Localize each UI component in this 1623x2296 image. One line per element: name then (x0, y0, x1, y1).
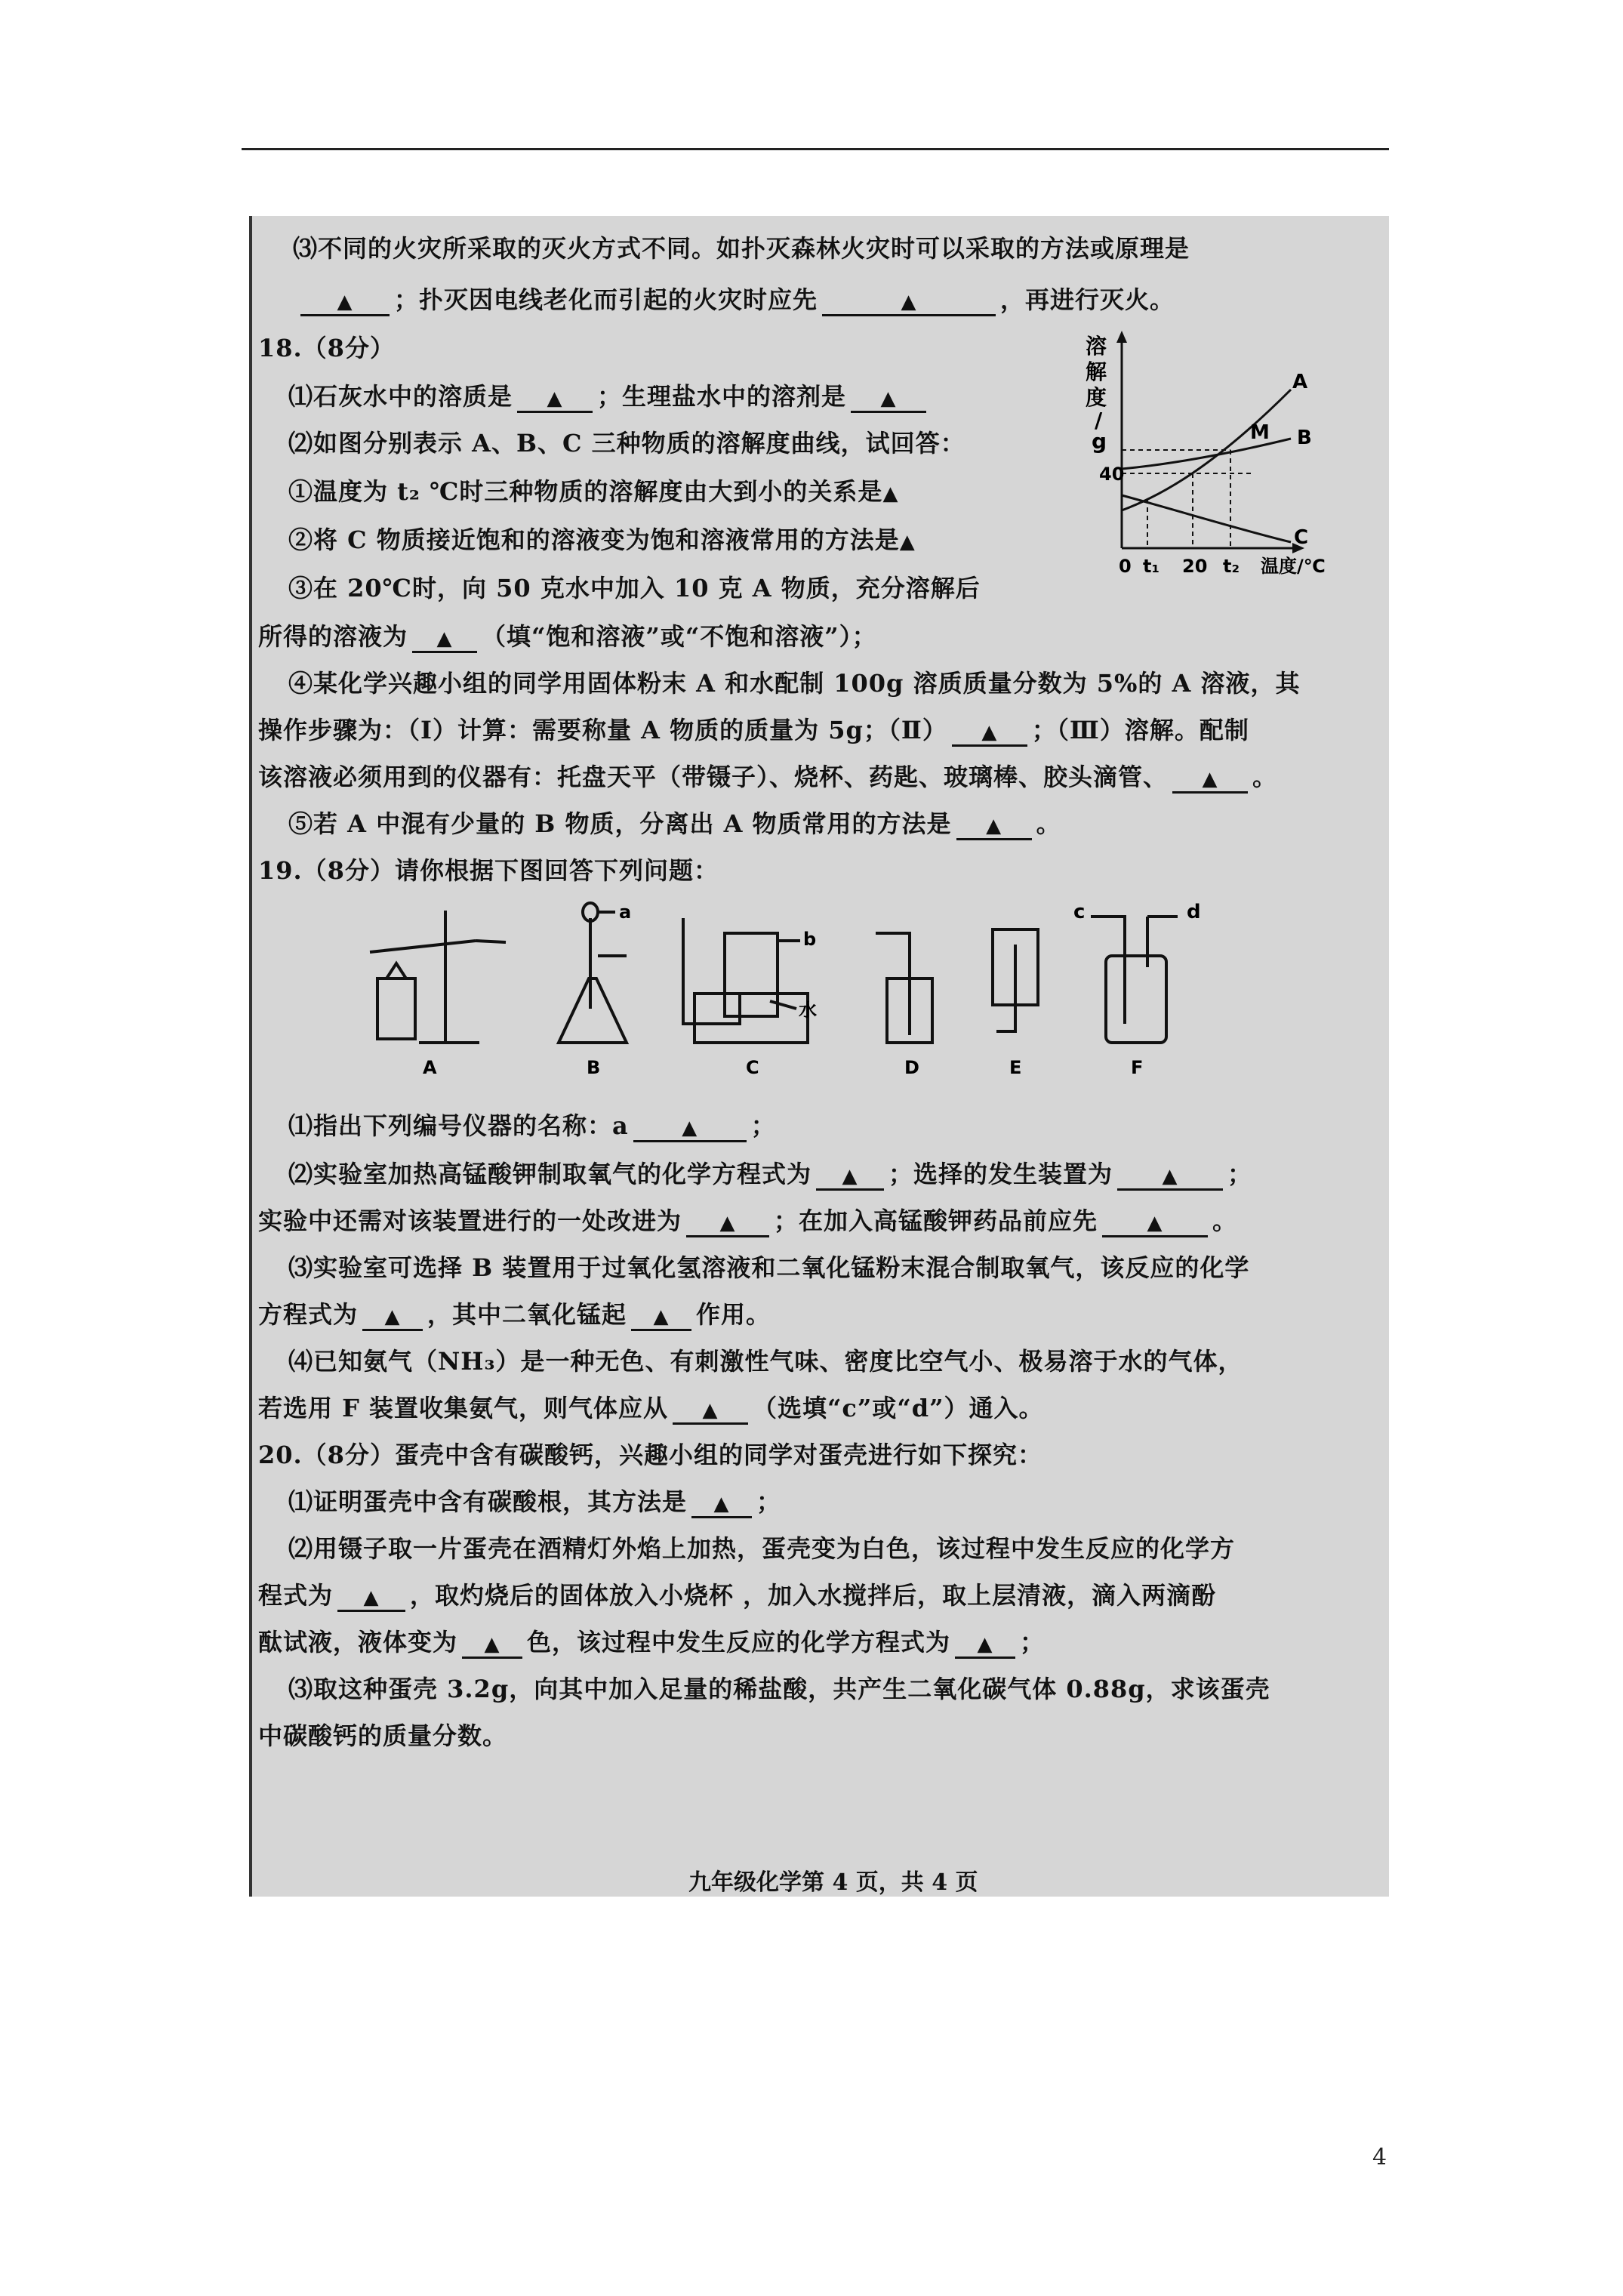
answer-blank[interactable]: ▲ (1102, 1207, 1208, 1237)
q20-p3: 程式为 ▲ ，取灼烧后的固体放入小烧杯 ，加入水搅拌后，取上层清液，滴入两滴酚 (258, 1576, 1216, 1612)
x-tick-t1: t₁ (1143, 556, 1160, 577)
q19-p4: ⑶实验室可选择 B 装置用于过氧化氢溶液和二氧化锰粉末混合制取氧气，该反应的化学 (288, 1253, 1250, 1282)
series-label-B: B (1297, 427, 1312, 449)
page-number: 4 (1372, 2144, 1387, 2171)
q19-p5: 方程式为 ▲ ，其中二氧化锰起 ▲ 作用。 (258, 1296, 771, 1331)
series-label-A: A (1292, 371, 1308, 393)
page-footer: 九年级化学第 4 页，共 4 页 (688, 1869, 978, 1896)
answer-blank[interactable]: ▲ (686, 1207, 769, 1237)
answer-blank[interactable]: ▲ (337, 1581, 405, 1612)
apparatus-E (993, 929, 1038, 1031)
apparatus-C (683, 918, 808, 1043)
scanned-exam-page (249, 216, 1389, 1897)
label-a: a (619, 901, 632, 923)
q20-p2: ⑵用镊子取一片蛋壳在酒精灯外焰上加热，蛋壳变为白色，该过程中发生反应的化学方 (288, 1534, 1236, 1563)
answer-blank[interactable]: ▲ (673, 1394, 748, 1425)
apparatus-label-F: F (1131, 1057, 1144, 1077)
y-axis-arrow (1116, 331, 1127, 343)
apparatus-label-C: C (746, 1057, 759, 1077)
scan-left-edge (249, 216, 252, 1897)
q19-p1: ⑴指出下列编号仪器的名称：a ▲ ； (288, 1107, 776, 1142)
apparatus-B (559, 903, 627, 1043)
answer-blank[interactable]: ▲ (300, 285, 390, 316)
answer-blank[interactable]: ▲ (412, 622, 477, 653)
solubility-chart (1072, 322, 1374, 578)
x-tick-0: 0 (1119, 556, 1132, 577)
x-tick-t2: t₂ (1223, 556, 1240, 577)
gas-jar (725, 933, 778, 1016)
ylabel-char: 解 (1086, 359, 1107, 384)
apparatus-figure (347, 895, 1276, 1077)
answer-blank[interactable]: ▲ (956, 809, 1032, 840)
y-axis-label (1086, 334, 1107, 454)
alcohol-lamp (377, 978, 415, 1039)
q19-header: 19.（8分）请你根据下图回答下列问题： (258, 856, 719, 885)
apparatus-F (1091, 917, 1178, 1043)
answer-blank[interactable]: ▲ (462, 1628, 522, 1659)
answer-blank[interactable]: ▲ (631, 1300, 691, 1331)
q17-line1: ⑶不同的火灾所采取的灭火方式不同。如扑灭森林火灾时可以采取的方法或原理是 (293, 234, 1190, 263)
q18-p10: ⑤若 A 中混有少量的 B 物质，分离出 A 物质常用的方法是 ▲ 。 (288, 805, 1061, 840)
answer-blank[interactable]: ▲ (955, 1628, 1015, 1659)
delivery-tube (996, 945, 1015, 1031)
gas-bottle (1106, 956, 1166, 1043)
q18-p4: ②将 C 物质接近饱和的溶液变为饱和溶液常用的方法是▲ (288, 525, 916, 554)
answer-blank[interactable]: ▲ (517, 382, 593, 413)
q20-p1: ⑴证明蛋壳中含有碳酸根，其方法是 ▲ ； (288, 1483, 781, 1518)
answer-blank[interactable]: ▲ (1117, 1160, 1223, 1191)
water-trough (694, 994, 808, 1043)
test-tube (370, 941, 476, 952)
x-tick-20: 20 (1182, 556, 1208, 577)
answer-blank[interactable]: ▲ (851, 382, 926, 413)
q19-p3: 实验中还需对该装置进行的一处改进为 ▲ ；在加入高锰酸钾药品前应先 ▲ 。 (258, 1202, 1237, 1237)
answer-blank[interactable]: ▲ (362, 1300, 423, 1331)
apparatus-label-B: B (587, 1057, 601, 1077)
answer-blank[interactable]: ▲ (952, 716, 1027, 747)
delivery-tube (476, 941, 506, 942)
delivery-tube (876, 933, 910, 1035)
apparatus-A (370, 911, 506, 1043)
ylabel-char: g (1092, 429, 1107, 454)
series-label-C: C (1294, 526, 1309, 549)
answer-blank[interactable]: ▲ (633, 1111, 747, 1142)
long-tube-c (1091, 917, 1125, 1024)
answer-blank[interactable]: ▲ (1172, 763, 1248, 794)
flame (387, 963, 406, 978)
ylabel-char: 度 (1086, 385, 1107, 410)
answer-blank[interactable]: ▲ (822, 285, 996, 316)
q20-p4: 酞试液，液体变为 ▲ 色，该过程中发生反应的化学方程式为 ▲ ； (258, 1623, 1045, 1659)
annotation-M: M (1250, 421, 1270, 444)
q18-p8: 操作步骤为：（Ⅰ）计算：需要称量 A 物质的质量为 5g；（Ⅱ） ▲ ；（Ⅲ）溶解。配制 (258, 711, 1249, 747)
answer-blank[interactable]: ▲ (691, 1487, 752, 1518)
header-rule (242, 148, 1389, 150)
short-tube-d (1147, 917, 1178, 967)
label-c: c (1073, 901, 1086, 923)
q20-p6: 中碳酸钙的质量分数。 (258, 1721, 508, 1750)
answer-blank[interactable]: ▲ (816, 1160, 884, 1191)
q19-p6: ⑷已知氨气（NH₃）是一种无色、有刺激性气味、密度比空气小、极易溶于水的气体， (288, 1347, 1243, 1376)
q18-p3: ①温度为 t₂ ℃时三种物质的溶解度由大到小的关系是▲ (288, 477, 899, 506)
q18-p5: ③在 20℃时，向 50 克水中加入 10 克 A 物质，充分溶解后 (288, 574, 981, 603)
q20-p5: ⑶取这种蛋壳 3.2g，向其中加入足量的稀盐酸，共产生二氧化碳气体 0.88g，求该蛋壳 (288, 1675, 1270, 1703)
x-axis-label: 温度/℃ (1261, 556, 1326, 577)
apparatus-label-E: E (1009, 1057, 1022, 1077)
ylabel-char: 溶 (1086, 334, 1107, 359)
label-pointer-water (770, 1001, 796, 1009)
q19-p7: 若选用 F 装置收集氨气，则气体应从 ▲ （选填“c”或“d”）通入。 (258, 1389, 1044, 1425)
apparatus-label-D: D (904, 1057, 919, 1077)
label-d: d (1187, 901, 1201, 923)
q19-p2: ⑵实验室加热高锰酸钾制取氧气的化学方程式为 ▲ ；选择的发生装置为 ▲ ； (288, 1155, 1252, 1191)
conical-flask (559, 978, 627, 1043)
q18-p6: 所得的溶液为 ▲ （填“饱和溶液”或“不饱和溶液”）； (258, 618, 877, 653)
q18-p2: ⑵如图分别表示 A、B、C 三种物质的溶解度曲线，试回答： (288, 429, 965, 458)
label-b: b (803, 929, 817, 950)
q18-p7: ④某化学兴趣小组的同学用固体粉末 A 和水配制 100g 溶质质量分数为 5%的 A 溶液，其 (288, 669, 1301, 698)
apparatus-D (876, 933, 932, 1043)
q20-header: 20.（8分）蛋壳中含有碳酸钙，兴趣小组的同学对蛋壳进行如下探究： (258, 1441, 1042, 1469)
label-water: 水 (799, 1000, 817, 1021)
q18-header: 18.（8分） (258, 334, 395, 362)
q18-p1: ⑴石灰水中的溶质是 ▲ ；生理盐水中的溶剂是 ▲ (288, 378, 931, 413)
q18-p9: 该溶液必须用到的仪器有：托盘天平（带镊子）、烧杯、药匙、玻璃棒、胶头滴管、 ▲ 。 (258, 758, 1277, 794)
apparatus-label-A: A (423, 1057, 437, 1077)
y-tick-40: 40 (1099, 464, 1125, 485)
ylabel-char: / (1095, 408, 1103, 433)
q17-line2: ▲ ；扑灭因电线老化而引起的火灾时应先 ▲ ，再进行灭火。 (296, 281, 1175, 316)
